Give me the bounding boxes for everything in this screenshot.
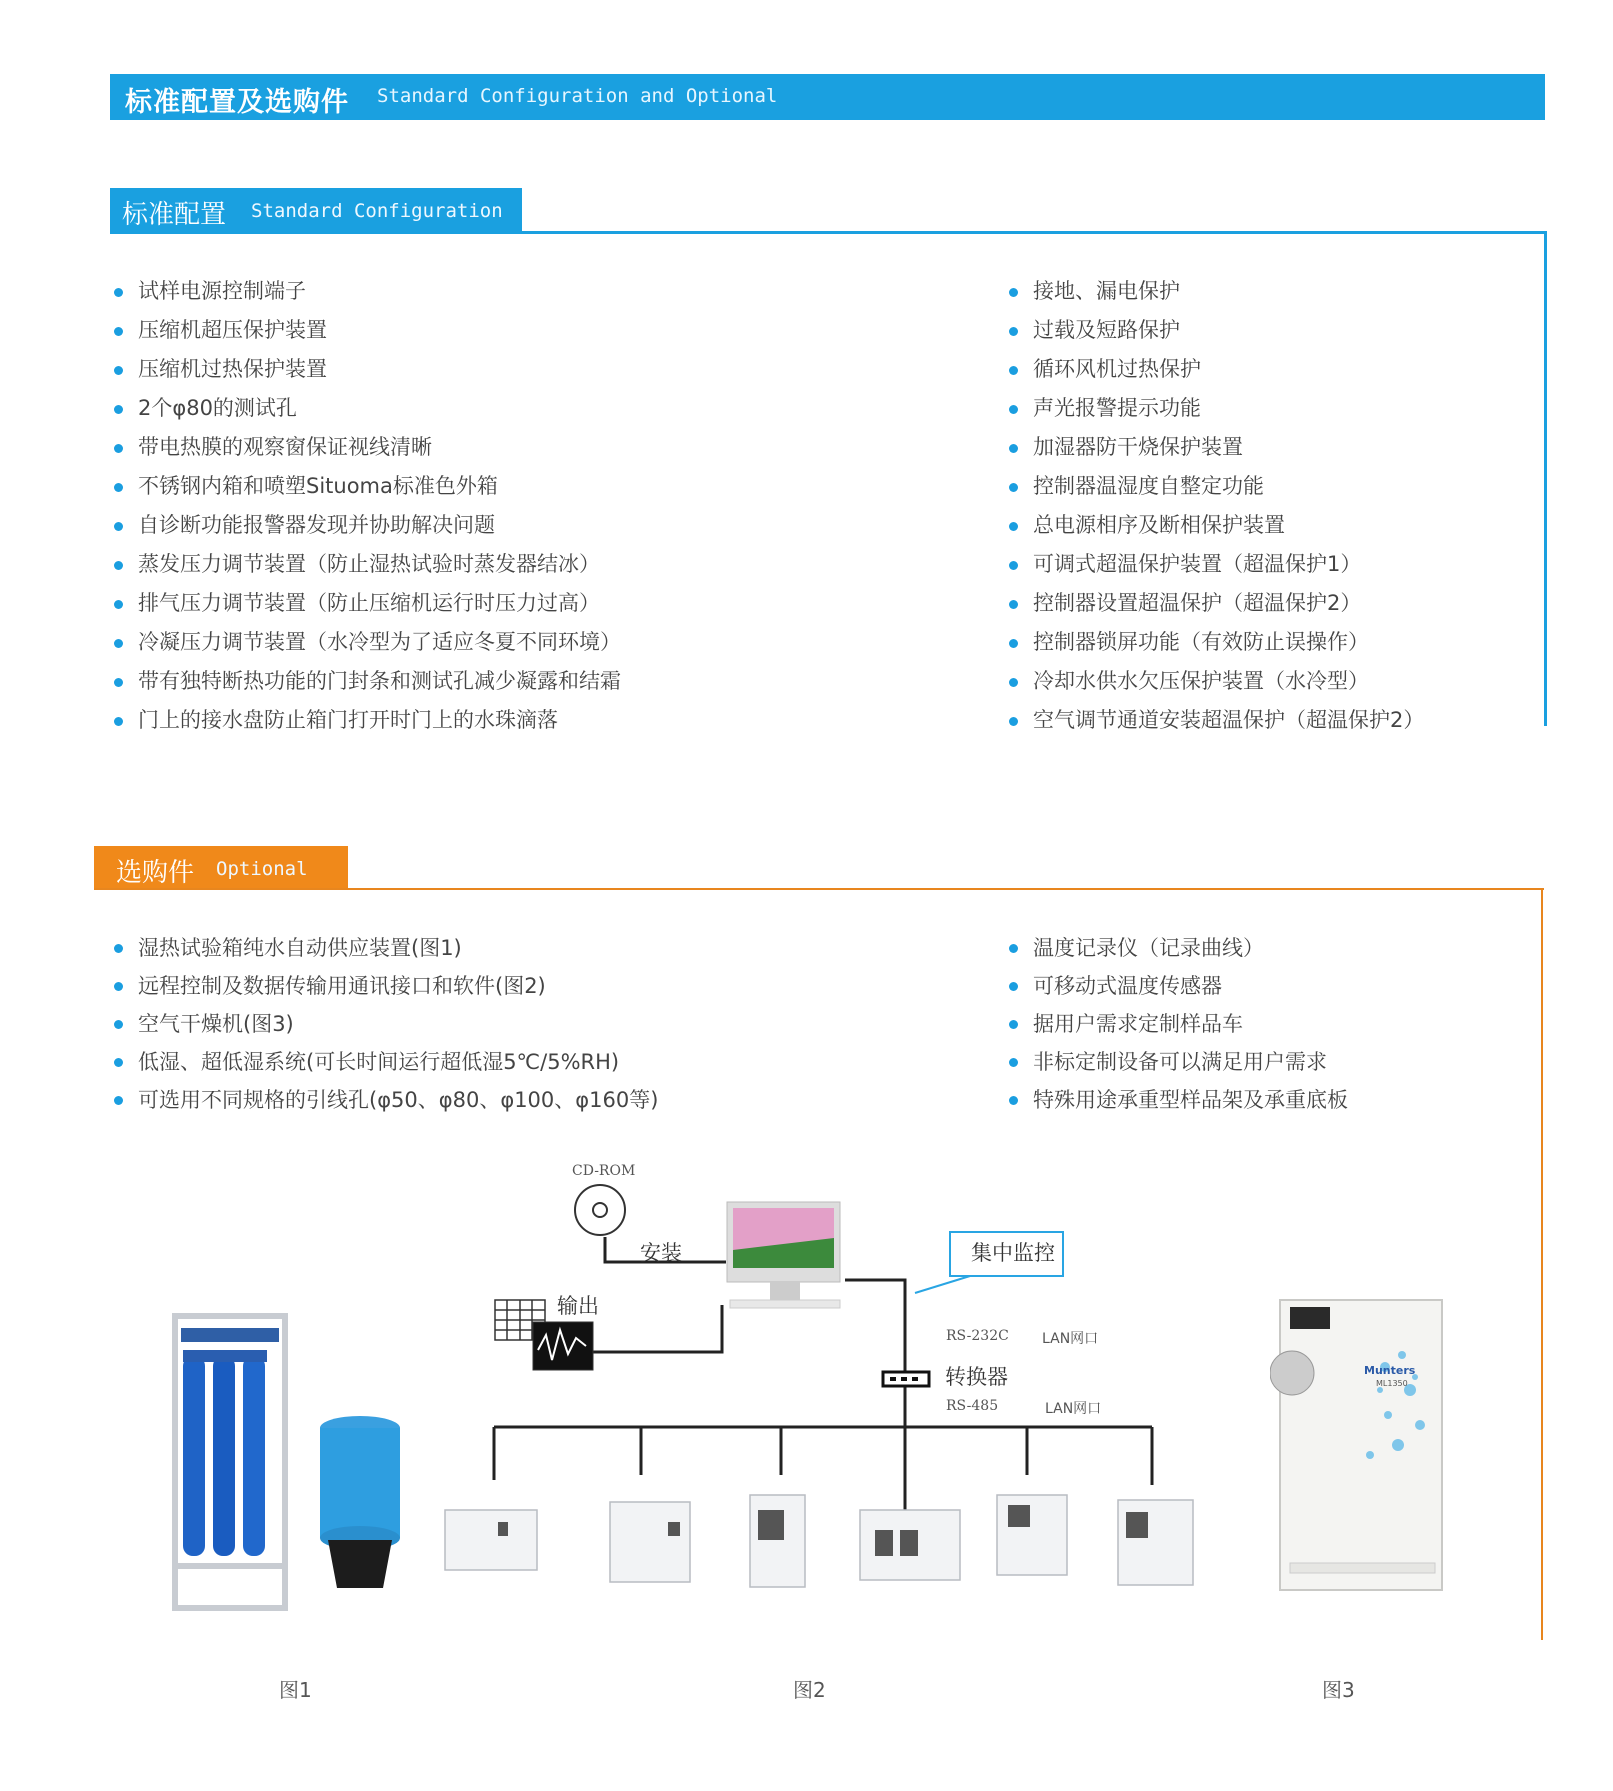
lan-label: LAN网口	[1042, 1331, 1099, 1347]
list-item: 过载及短路保护	[1007, 311, 1424, 350]
list-item: 非标定制设备可以满足用户需求	[1007, 1043, 1348, 1081]
list-item: 不锈钢内箱和喷塑Situoma标准色外箱	[112, 467, 621, 506]
converter-label: 转换器	[945, 1365, 1008, 1389]
list-item: 自诊断功能报警器发现并协助解决问题	[112, 506, 621, 545]
list-item: 压缩机过热保护装置	[112, 350, 621, 389]
central-monitor-label: 集中监控	[971, 1241, 1055, 1265]
list-item: 特殊用途承重型样品架及承重底板	[1007, 1081, 1348, 1119]
figure-1-caption: 图1	[279, 1678, 312, 1702]
optional-section-header	[94, 846, 348, 890]
list-item: 可选用不同规格的引线孔(φ50、φ80、φ100、φ160等)	[112, 1081, 658, 1119]
install-label: 安装	[640, 1241, 682, 1265]
list-item: 加湿器防干烧保护装置	[1007, 428, 1424, 467]
list-item: 冷却水供水欠压保护装置（水冷型）	[1007, 662, 1424, 701]
network-diagram	[440, 1150, 1220, 1600]
standard-list-right	[1007, 272, 1424, 740]
standard-title-zh: 标准配置	[122, 200, 227, 230]
banner-title-en: Standard Configuration and Optional	[377, 85, 778, 107]
list-item: 带有独特断热功能的门封条和测试孔减少凝露和结霜	[112, 662, 621, 701]
list-item: 空气调节通道安装超温保护（超温保护2）	[1007, 701, 1424, 740]
list-item: 冷凝压力调节装置（水冷型为了适应冬夏不同环境）	[112, 623, 621, 662]
list-item: 带电热膜的观察窗保证视线清晰	[112, 428, 621, 467]
lan-label: LAN网口	[1045, 1401, 1102, 1417]
figure-2-caption: 图2	[793, 1678, 826, 1702]
list-item: 湿热试验箱纯水自动供应装置(图1)	[112, 929, 658, 967]
dryer-model-label: ML1350	[1376, 1379, 1408, 1388]
rs232-label: RS-232C	[946, 1328, 1009, 1344]
list-item: 低湿、超低湿系统(可长时间运行超低湿5℃/5%RH)	[112, 1043, 658, 1081]
list-item: 接地、漏电保护	[1007, 272, 1424, 311]
list-item: 声光报警提示功能	[1007, 389, 1424, 428]
cdrom-label: CD-ROM	[572, 1163, 636, 1179]
list-item: 据用户需求定制样品车	[1007, 1005, 1348, 1043]
output-label: 输出	[557, 1294, 599, 1318]
optional-list-left	[112, 929, 658, 1119]
optional-side-rule	[1541, 888, 1543, 1640]
figure-3-caption: 图3	[1322, 1678, 1355, 1702]
optional-divider	[94, 888, 1544, 890]
list-item: 控制器温湿度自整定功能	[1007, 467, 1424, 506]
list-item: 温度记录仪（记录曲线）	[1007, 929, 1348, 967]
water-purifier-illustration	[165, 1308, 415, 1618]
rs485-label: RS-485	[946, 1398, 999, 1414]
list-item: 门上的接水盘防止箱门打开时门上的水珠滴落	[112, 701, 621, 740]
list-item: 蒸发压力调节装置（防止湿热试验时蒸发器结冰）	[112, 545, 621, 584]
air-dryer-illustration	[1270, 1295, 1450, 1600]
list-item: 控制器设置超温保护（超温保护2）	[1007, 584, 1424, 623]
standard-section-header	[110, 188, 522, 232]
optional-title-en: Optional	[216, 858, 308, 880]
dryer-brand-label: Munters	[1364, 1364, 1416, 1377]
standard-title-en: Standard Configuration	[251, 200, 503, 222]
list-item: 试样电源控制端子	[112, 272, 621, 311]
list-item: 排气压力调节装置（防止压缩机运行时压力过高）	[112, 584, 621, 623]
list-item: 2个φ80的测试孔	[112, 389, 621, 428]
list-item: 总电源相序及断相保护装置	[1007, 506, 1424, 545]
standard-list-left	[112, 272, 621, 740]
list-item: 压缩机超压保护装置	[112, 311, 621, 350]
standard-divider	[110, 231, 1546, 234]
list-item: 控制器锁屏功能（有效防止误操作）	[1007, 623, 1424, 662]
banner-title-zh: 标准配置及选购件	[125, 87, 349, 118]
main-banner	[110, 74, 1545, 120]
list-item: 可调式超温保护装置（超温保护1）	[1007, 545, 1424, 584]
list-item: 循环风机过热保护	[1007, 350, 1424, 389]
optional-list-right	[1007, 929, 1348, 1119]
list-item: 空气干燥机(图3)	[112, 1005, 658, 1043]
list-item: 可移动式温度传感器	[1007, 967, 1348, 1005]
list-item: 远程控制及数据传输用通讯接口和软件(图2)	[112, 967, 658, 1005]
standard-side-rule	[1544, 231, 1547, 726]
optional-title-zh: 选购件	[116, 858, 195, 888]
